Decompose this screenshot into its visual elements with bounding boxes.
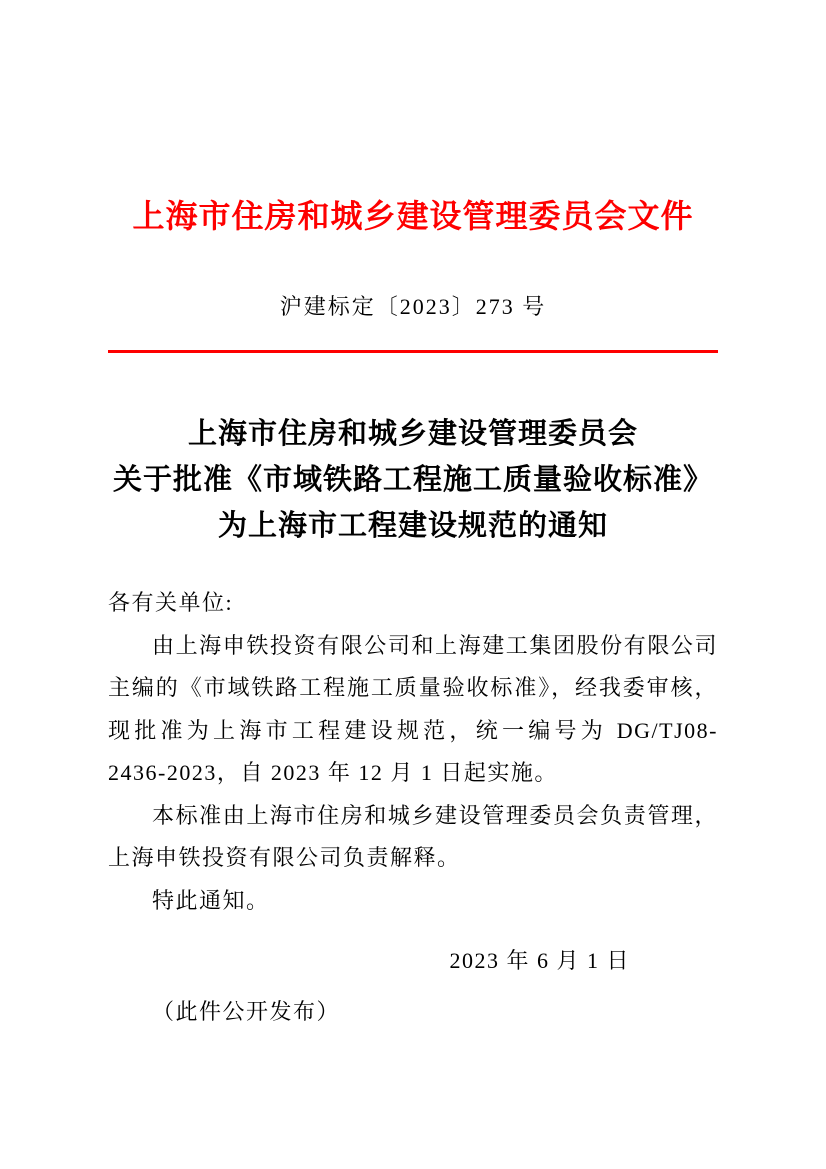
salutation: 各有关单位: <box>108 590 234 615</box>
notice-body <box>108 582 718 922</box>
document-number: 沪建标定〔2023〕273 号 <box>279 294 547 319</box>
public-release-note: （此件公开发布） <box>152 998 341 1024</box>
notice-title <box>108 411 718 549</box>
body-paragraph: 特此通知。 <box>152 887 270 913</box>
body-paragraph: 由上海申铁投资有限公司和上海建工集团股份有限公司主编的《市域铁路工程施工质量验收标准》，经我委审核，现批准为上海市工程建设规范，统一编号为 DG/TJ08-2436-2023，自 2023 年 12 月 1 日起实施。 <box>108 632 718 785</box>
notice-title-line-2: 关于批准《市域铁路工程施工质量验收标准》 <box>112 464 713 496</box>
issue-date: 2023 年 6 月 1 日 <box>449 948 630 973</box>
document-header-title: 上海市住房和城乡建设管理委员会文件 <box>132 198 694 234</box>
body-paragraph: 本标准由上海市住房和城乡建设管理委员会负责管理，上海申铁投资有限公司负责解释。 <box>108 802 718 870</box>
red-divider-line <box>108 350 718 353</box>
notice-title-line-3: 为上海市工程建设规范的通知 <box>217 510 608 542</box>
notice-title-line-1: 上海市住房和城乡建设管理委员会 <box>187 418 638 450</box>
